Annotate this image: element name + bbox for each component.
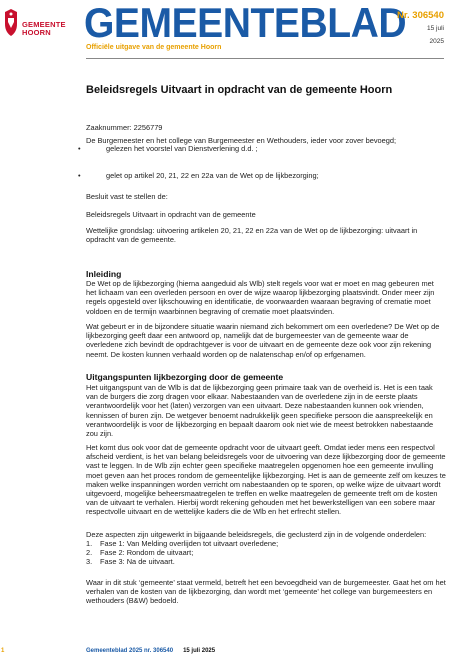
uitgangspunten-paragraph-1: Het uitgangspunt van de Wlb is dat de lijkbezorging geen primaire taak van de overheid is. Het is een taak van de burgers die zorg dragen voor elkaar. Nabestaanden van de overledene zijn in de eerste plaats verantwoordelijk voor het (laten) verzorgen van een uitvaart. Deze nabestaanden kunnen ook vrienden, kennissen of buren zijn. De wetgever benoemt nadrukkelijk geen specifieke persoon die aanspreekelijk en verantwoordelijk is voor de lijkbezorging en bepaalt daarom ook niet wie de meest betrokken nabestaande zou zijn. (86, 383, 434, 439)
inleiding-paragraph-2: Wat gebeurt er in de bijzondere situatie waarin niemand zich bekommert om een overledene? De Wet op de lijkbezorging geeft daar een antwoord op, namelijk dat de burgemeester van de gemeente waar de overledene zich bevindt de opdrachtgever is voor de uitvaart en de gemeente deze ook voor zijn rekening neemt. De kosten kunnen verhaald worden op de nalatenschap en/of op erfgenamen. (86, 322, 440, 359)
document-title: Beleidsregels Uitvaart in opdracht van de gemeente Hoorn (86, 84, 393, 96)
zaaknummer: Zaaknummer: 2256779 (86, 123, 163, 132)
list-item: 3. Fase 3: Na de uitvaart. (86, 557, 175, 567)
fasen-list (86, 539, 446, 567)
header-divider (86, 58, 444, 59)
wettelijke-grondslag: Wettelijke grondslag: uitvoering artikelen 20, 21, 22 en 22a van de Wet op de lijkbezorging: uitvaart in opdracht van de gemeente. (86, 226, 418, 245)
heading-inleiding: Inleiding (86, 269, 122, 279)
crest-icon (2, 8, 20, 38)
page-number: 1 (1, 648, 5, 654)
inleiding-paragraph-1: De Wet op de lijkbezorging (hierna aangeduid als Wlb) stelt regels voor wat er moet en mag gebeuren met het lichaam van een overleden persoon en over de wijze waarop lijkbezorging plaatsvindt. Onder meer zijn regels opgesteld over lijkschouwing en identificatie, de voorwaarden waaraan begraving of crematie moet voldoen en de termijn waarbinnen begraving of crematie moet plaatsvinden. (86, 279, 435, 316)
bullet-item: • gelezen het voorstel van Dienstverlening d.d. ; (78, 144, 258, 153)
footer (86, 648, 215, 654)
besluit-line: Besluit vast te stellen de: (86, 192, 168, 201)
logo-text-hoorn: HOORN (22, 28, 51, 37)
issue-date: 15 juli (427, 25, 444, 32)
uitgangspunten-paragraph-2: Het komt dus ook voor dat de gemeente opdracht voor de uitvaart geeft. Omdat ieder mens een respectvol afscheid verdient, is het van belang beleidsregels voor de uitvoering van deze lijkbezorging door de gemeente vast te leggen. In de Wlb zijn echter geen specifieke maatregelen opgenomen hoe een gemeente invulling moet geven aan het proces rondom de gemeentelijke lijkbezorging. Het is aan de gemeente zelf om keuzes te maken welke inspanningen worden verricht om nabestaanden op te sporen, op welke wijze de uitvaart wordt uitgevoerd, mogelijke beheersmaatregelen te treffen en welke maatregelen de gemeente treft om de kosten van de uitvaart te verhalen. Hierbij wordt rekening gehouden met het bewerkstelligen van een sobere maar respectvolle uitvaart en de wettelijke kaders die de Wlb en het erfrecht stellen. (86, 443, 446, 517)
heading-uitgangspunten: Uitgangspunten lijkbezorging door de gemeente (86, 372, 284, 382)
masthead-title: GEMEENTEBLAD (84, 0, 407, 46)
list-item: 1. Fase 1: Van Melding overlijden tot uitvaart overledene; (86, 539, 279, 548)
bullet-marker: • (78, 144, 81, 153)
masthead-subtitle: Officiële uitgave van de gemeente Hoorn (86, 44, 222, 51)
bullet-item: • gelet op artikel 20, 21, 22 en 22a van de Wet op de lijkbezorging; (78, 171, 319, 180)
issue-year: 2025 (429, 38, 444, 45)
footer-date: 15 juli 2025 (183, 648, 216, 654)
logo-text-gemeente: GEMEENTE (22, 20, 66, 29)
list-item: 2. Fase 2: Rondom de uitvaart; (86, 548, 194, 558)
gemeente-note: Waar in dit stuk ‘gemeente’ staat vermeld, betreft het een bevoegdheid van de burgemeester. Gaat het om het verhalen van de kosten van de lijkbezorging, dan wordt met ‘gemeente’ het college van burgemeesters en wethouders (B&W) bedoeld. (86, 578, 446, 606)
bullet-marker: • (78, 171, 81, 180)
fasen-intro: Deze aspecten zijn uitgewerkt in bijgaande beleidsregels, die geclusterd zijn in de volgende onderdelen: (86, 530, 427, 539)
gemeente-hoorn-logo (2, 8, 64, 44)
besluit-title: Beleidsregels Uitvaart in opdracht van de gemeente (86, 210, 256, 219)
footer-label: Gemeenteblad 2025 nr. 306540 (86, 648, 174, 654)
issue-number: Nr. 306540 (396, 10, 444, 21)
intro-paragraph: De Burgemeester en het college van Burgemeester en Wethouders, ieder voor zover bevoegd; (86, 136, 397, 145)
